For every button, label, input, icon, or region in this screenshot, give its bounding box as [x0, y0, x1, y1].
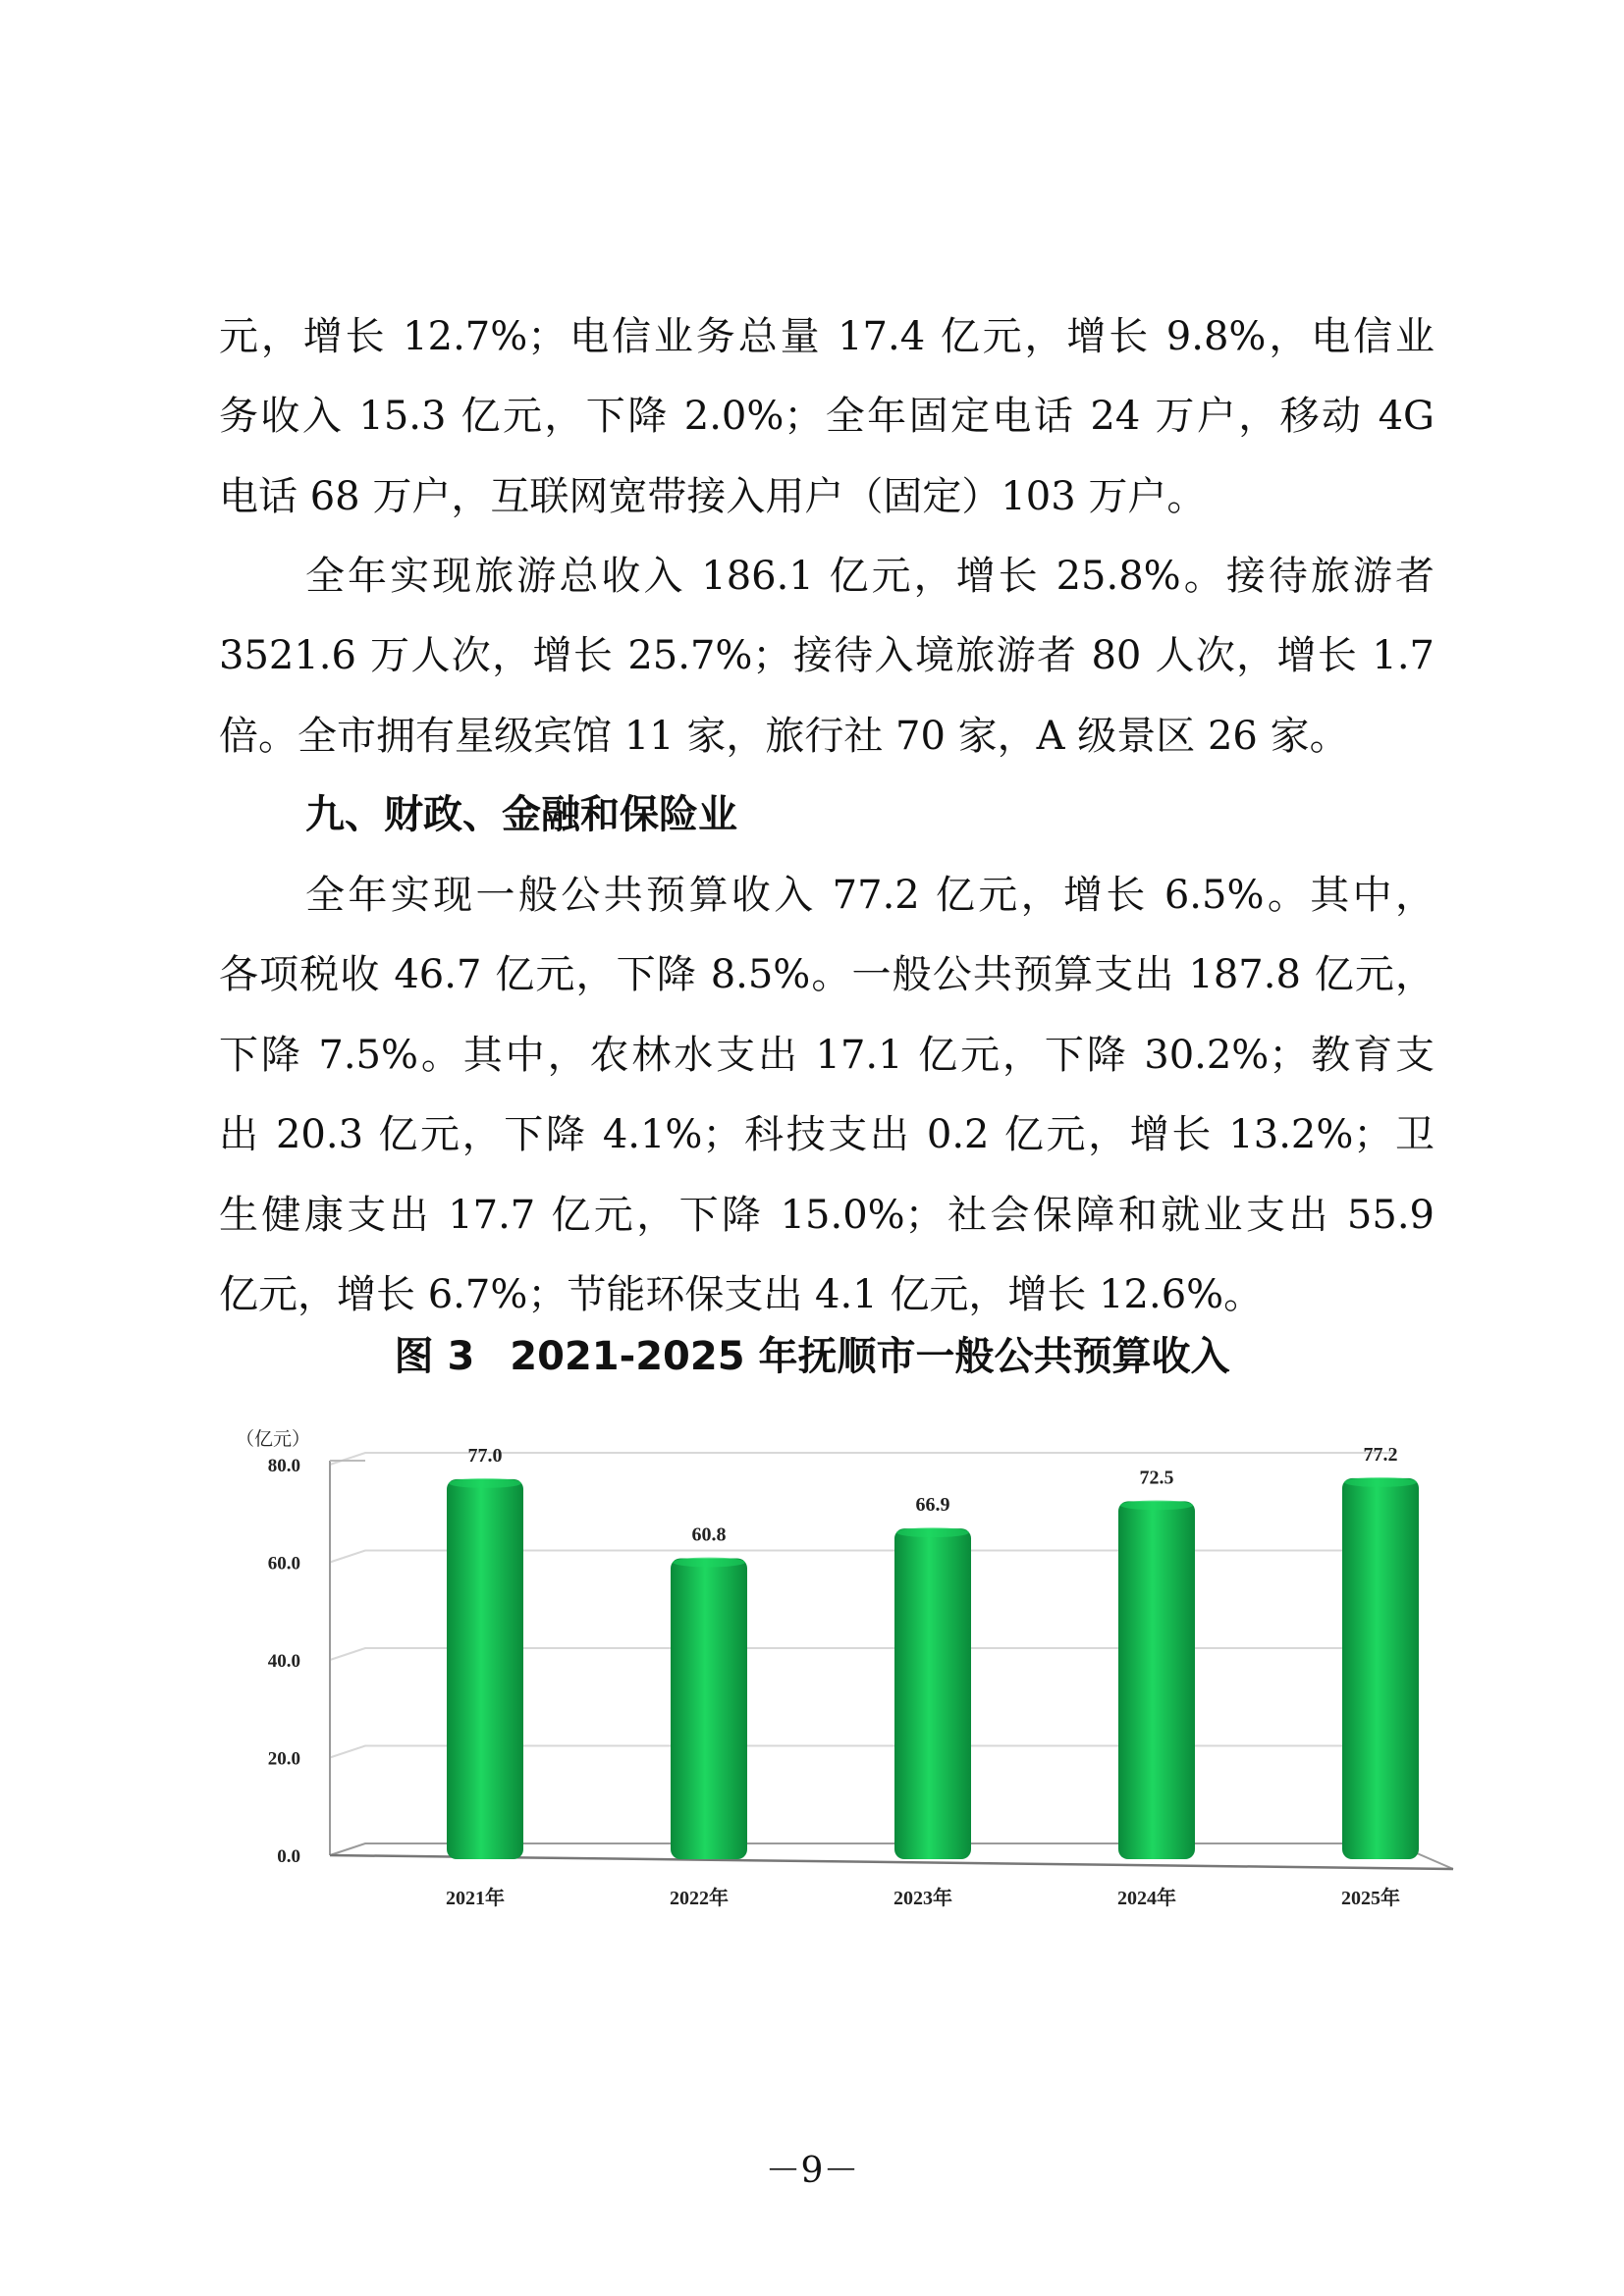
section-heading: 九、财政、金融和保险业 — [305, 792, 737, 837]
y-tick-label: 60.0 — [267, 1553, 300, 1575]
bar — [894, 1528, 971, 1859]
bar-cap — [673, 1558, 745, 1568]
page-number: －9－ — [765, 2151, 859, 2191]
paragraph-tourism — [219, 537, 1435, 776]
bar-value-label: 66.9 — [915, 1494, 950, 1517]
bar-layer — [447, 1477, 1419, 1859]
figure-label: 图 3 — [394, 1334, 475, 1379]
text-line: 务收入 15.3 亿元，下降 2.0%；全年固定电话 24 万户，移动 4G — [219, 394, 1435, 440]
text-line: 倍。全市拥有星级宾馆 11 家，旅行社 70 家，A 级景区 26 家。 — [219, 713, 1349, 759]
label-layer — [236, 1428, 1400, 1909]
x-tick-label: 2023年 — [893, 1888, 952, 1909]
y-tick-label: 0.0 — [277, 1846, 300, 1867]
bar-cap — [896, 1527, 969, 1537]
bar-value-label: 77.2 — [1363, 1443, 1398, 1466]
bar-group — [447, 1478, 523, 1859]
bar-group — [1342, 1477, 1419, 1859]
bar-value-label: 77.0 — [467, 1444, 503, 1467]
y-unit-label: （亿元） — [236, 1428, 311, 1450]
y-tick-label: 80.0 — [267, 1456, 300, 1476]
bar — [1342, 1478, 1419, 1859]
bar — [1118, 1501, 1195, 1859]
bar-group — [894, 1527, 971, 1859]
bar-cap — [1344, 1477, 1417, 1487]
text-line: 下降 7.5%。其中，农林水支出 17.1 亿元，下降 30.2%；教育支 — [219, 1032, 1435, 1078]
text-line: 全年实现一般公共预算收入 77.2 亿元，增长 6.5%。其中， — [305, 873, 1435, 918]
text-line: 3521.6 万人次，增长 25.7%；接待入境旅游者 80 人次，增长 1.7 — [219, 633, 1435, 679]
text-line: 出 20.3 亿元，下降 4.1%；科技支出 0.2 亿元，增长 13.2%；卫 — [219, 1112, 1435, 1158]
text-line: 各项税收 46.7 亿元，下降 8.5%。一般公共预算支出 187.8 亿元， — [219, 952, 1435, 998]
bar-cap — [1120, 1500, 1193, 1510]
figure-title — [0, 1329, 1624, 1384]
text-line: 全年实现旅游总收入 186.1 亿元，增长 25.8%。接待旅游者 — [305, 554, 1435, 599]
x-tick-label: 2025年 — [1341, 1888, 1400, 1909]
text-line: 亿元，增长 6.7%；节能环保支出 4.1 亿元，增长 12.6%。 — [219, 1271, 1264, 1317]
bar-chart — [216, 1423, 1473, 1924]
x-tick-label: 2021年 — [446, 1888, 505, 1909]
x-tick-label: 2024年 — [1117, 1888, 1176, 1909]
x-tick-label: 2022年 — [670, 1888, 729, 1909]
paragraph-telecom — [219, 297, 1435, 537]
bar — [447, 1479, 523, 1859]
text-line: 元，增长 12.7%；电信业务总量 17.4 亿元，增长 9.8%，电信业 — [219, 314, 1435, 359]
y-tick-label: 40.0 — [267, 1651, 300, 1672]
bar — [671, 1559, 747, 1859]
figure-title-text: 2021-2025 年抚顺市一般公共预算收入 — [510, 1334, 1230, 1379]
bar-value-label: 60.8 — [691, 1523, 727, 1546]
paragraph-finance — [219, 856, 1435, 1335]
bar-value-label: 72.5 — [1139, 1467, 1174, 1489]
bar-cap — [449, 1478, 521, 1488]
bar-group — [671, 1558, 747, 1859]
text-line: 生健康支出 17.7 亿元，下降 15.0%；社会保障和就业支出 55.9 — [219, 1192, 1435, 1238]
text-line: 电话 68 万户，互联网宽带接入用户（固定）103 万户。 — [219, 473, 1207, 519]
bar-group — [1118, 1500, 1195, 1859]
y-tick-label: 20.0 — [267, 1748, 300, 1770]
